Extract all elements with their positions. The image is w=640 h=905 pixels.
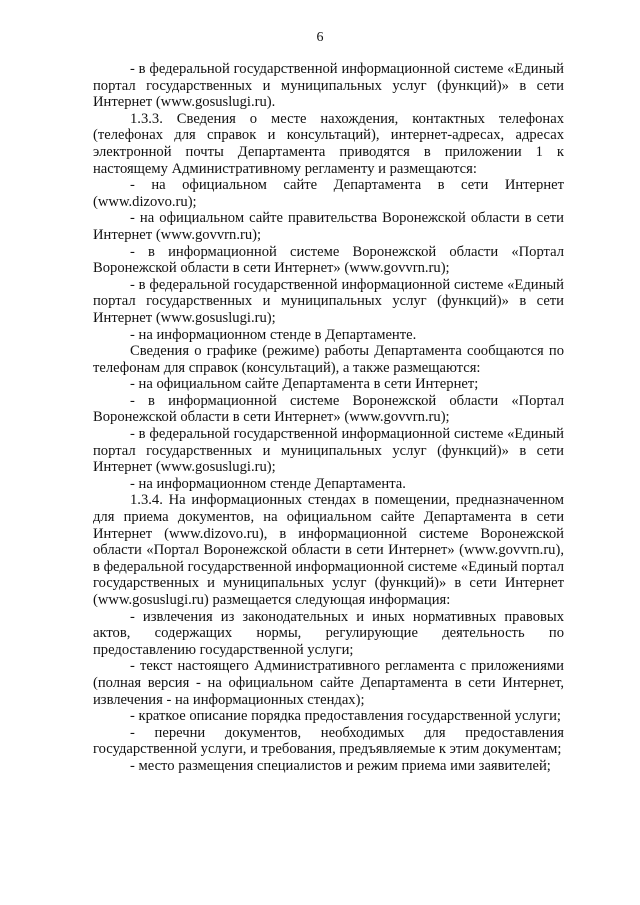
paragraph: - место размещения специалистов и режим приема ими заявителей;	[130, 757, 551, 774]
paragraph: - в информационной системе Воронежской области «Портал Воронежской области в сети Интернет» (www.govvrn.ru);	[93, 392, 564, 426]
paragraph: - на информационном стенде в Департаменте.	[130, 326, 417, 343]
paragraph: 1.3.4. На информационных стендах в помещении, предназначенном для приема документов, на официальном сайте Департамента в сети Интернет (www.dizovo.ru), в информационной системе Воронежской области «Портал Воронежской области в сети Интернет» (www.govvrn.ru), в федеральной государственной информационной системе «Единый портал государственных и муниципальных услуг (функций)» в сети Интернет (www.gosuslugi.ru) размещается следующая информация:	[93, 492, 564, 608]
paragraph: - в федеральной государственной информационной системе «Единый портал государственных и муниципальных услуг (функций)» в сети Интернет (www.gosuslugi.ru).	[93, 61, 564, 111]
paragraph: Сведения о графике (режиме) работы Департамента сообщаются по телефонам для справок (консультаций), а также размещаются:	[93, 343, 564, 376]
paragraph: - в федеральной государственной информационной системе «Единый портал государственных и муниципальных услуг (функций)» в сети Интернет (www.gosuslugi.ru);	[93, 426, 564, 476]
paragraph: - краткое описание порядка предоставления государственной услуги;	[130, 708, 561, 725]
paragraph: - на информационном стенде Департамента.	[130, 475, 406, 492]
page-number: 6	[316, 30, 324, 45]
paragraph: - на официальном сайте правительства Воронежской области в сети Интернет (www.govvrn.ru);	[93, 210, 564, 243]
paragraph: - извлечения из законодательных и иных нормативных правовых актов, содержащих нормы, регулирующие деятельность по предоставлению государственной услуги;	[93, 608, 564, 658]
paragraph: - на официальном сайте Департамента в сети Интернет (www.dizovo.ru);	[93, 177, 564, 210]
paragraph: - перечни документов, необходимых для предоставления государственной услуги, и требования, предъявляемые к этим документам;	[93, 724, 564, 758]
paragraph: - в федеральной государственной информационной системе «Единый портал государственных и муниципальных услуг (функций)» в сети Интернет (www.gosuslugi.ru);	[93, 276, 564, 326]
paragraph: 1.3.3. Сведения о месте нахождения, контактных телефонах (телефонах для справок и консультаций), интернет-адресах, адресах электронной почты Департамента приводятся в приложении 1 к настоящему Административному регламенту и размещаются:	[93, 110, 564, 177]
document-body	[93, 61, 564, 775]
paragraph: - в информационной системе Воронежской области «Портал Воронежской области в сети Интернет» (www.govvrn.ru);	[93, 243, 564, 277]
paragraph: - текст настоящего Административного регламента с приложениями (полная версия - на официальном сайте Департамента в сети Интернет, извлечения - на информационных стендах);	[93, 658, 564, 708]
paragraph: - на официальном сайте Департамента в сети Интернет;	[130, 376, 479, 393]
